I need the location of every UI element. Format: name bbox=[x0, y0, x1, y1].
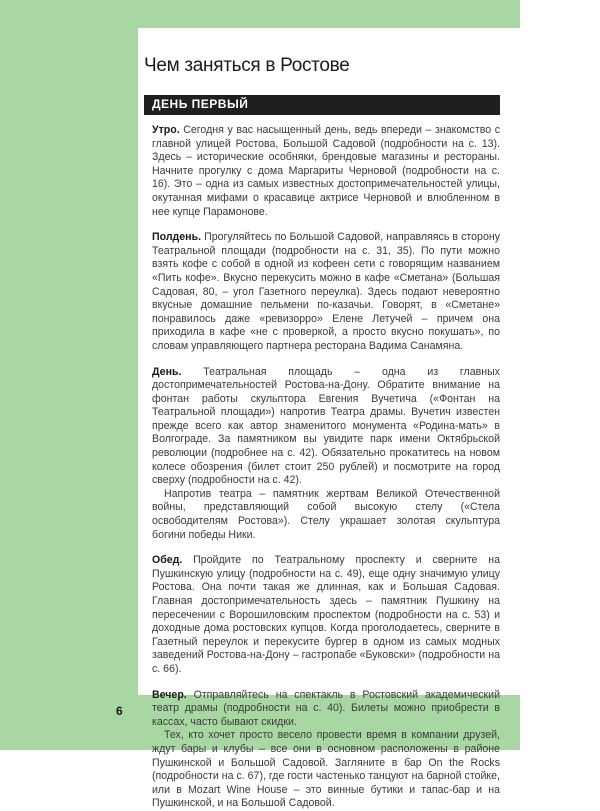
paragraph-evening bbox=[152, 689, 500, 730]
page-number: 6 bbox=[116, 704, 123, 718]
lead-noon: Полдень. bbox=[152, 231, 202, 244]
text-morning: Сегодня у вас насыщенный день, ведь впереди – знакомство с главной улицей Ростова, Большой Садовой (подробности на с. 13). Здесь – исторические особняки, брендовые магазины и рестораны. Начните прогулку с дома Маргариты Черновой (подробности на с. 16). Это – одна из самых известных достопримечательностей улицы, окутанная мифами о красавице актрисе Черновой и влюбленном в нее купце Парамонове. bbox=[152, 124, 500, 218]
lead-day: День. bbox=[152, 365, 182, 378]
paragraph-morning bbox=[152, 124, 500, 219]
text-evening: Отправляйтесь на спектакль в Ростовский академический театр драмы (подробности на с. 40). Билеты можно приобрести в кассах, часто бывают скидки. bbox=[152, 688, 500, 728]
day-label: ДЕНЬ ПЕРВЫЙ bbox=[152, 97, 249, 111]
paragraph-day bbox=[152, 366, 500, 488]
day-banner bbox=[144, 95, 500, 115]
lead-lunch: Обед. bbox=[152, 554, 183, 567]
article-body bbox=[152, 124, 500, 811]
text-lunch: Пройдите по Театральному проспекту и сверните на Пушкинскую улицу (подробности на с. 49), еще одну значимую улицу Ростова. Она почти такая же длинная, как и Большая Садовая. Главная достопримечательность здесь – памятник Пушкину на пересечении с Ворошиловским проспектом (подробности на с. 53) и доходные дома ростовских купцов. Когда проголодаетесь, сверните в Газетный переулок и перекусите бургер в одном из самых модных заведений Ростова-на-Дону – гастропабе «Буковски» (подробности на с. 66). bbox=[152, 554, 500, 675]
paragraph-noon bbox=[152, 231, 500, 353]
text-day: Театральная площадь – одна из главных достопримечательностей Ростова-на-Дону. Обратите внимание на фонтан работы скульптора Евгения Вучетича («Фонтан на Театральной площади») напротив Театра драмы. Вучетич известен прежде всего как автор знаменитого монумента «Родина-мать» в Волгограде. За памятником вы увидите парк имени Октябрьской революции (подробнее на с. 42). Обязательно прокатитесь на новом колесе обозрения (билет стоит 250 рублей) и посмотрите на город сверху (подробности на с. 42). bbox=[152, 365, 500, 487]
paragraph-day-2: Напротив театра – памятник жертвам Великой Отечественной войны, представляющий собой высокую стелу («Стела освободителям Ростова»). Стелу украшает золотая скульптура богини победы Ники. bbox=[152, 487, 500, 541]
paragraph-lunch bbox=[152, 554, 500, 676]
page-margin-left bbox=[0, 0, 138, 750]
lead-evening: Вечер. bbox=[152, 688, 187, 701]
lead-morning: Утро. bbox=[152, 124, 180, 136]
text-noon: Прогуляйтесь по Большой Садовой, направляясь в сторону Театральной площади (подробности на с. 31, 35). По пути можно взять кофе с собой в одной из кофеен сети с говорящим названием «Пить кофе». Вкусно перекусить можно в кафе «Сметана» (Большая Садовая, 80, – угол Газетного переулка). Здесь подают невероятно вкусные домашние пельмени по-казачьи. Говорят, в «Сметане» понравилось даже «ревизорро» Елене Летучей – причем она приходила в кафе «не с проверкой, а просто вкусно покушать», по словам управляющего партнера ресторана Вадима Санамяна. bbox=[152, 231, 500, 352]
page-title: Чем заняться в Ростове bbox=[144, 55, 350, 76]
paragraph-evening-2: Тех, кто хочет просто весело провести время в компании друзей, ждут бары и клубы – все они в основном расположены в районе Пушкинской и Большой Садовой. Загляните в бар On the Rocks (подробности на с. 67), где гости частенько танцуют на барной стойке, или в Mozart Wine House – это винные бутики и тапас-бар и на Пушкинской, и на Большой Садовой. bbox=[152, 729, 500, 810]
